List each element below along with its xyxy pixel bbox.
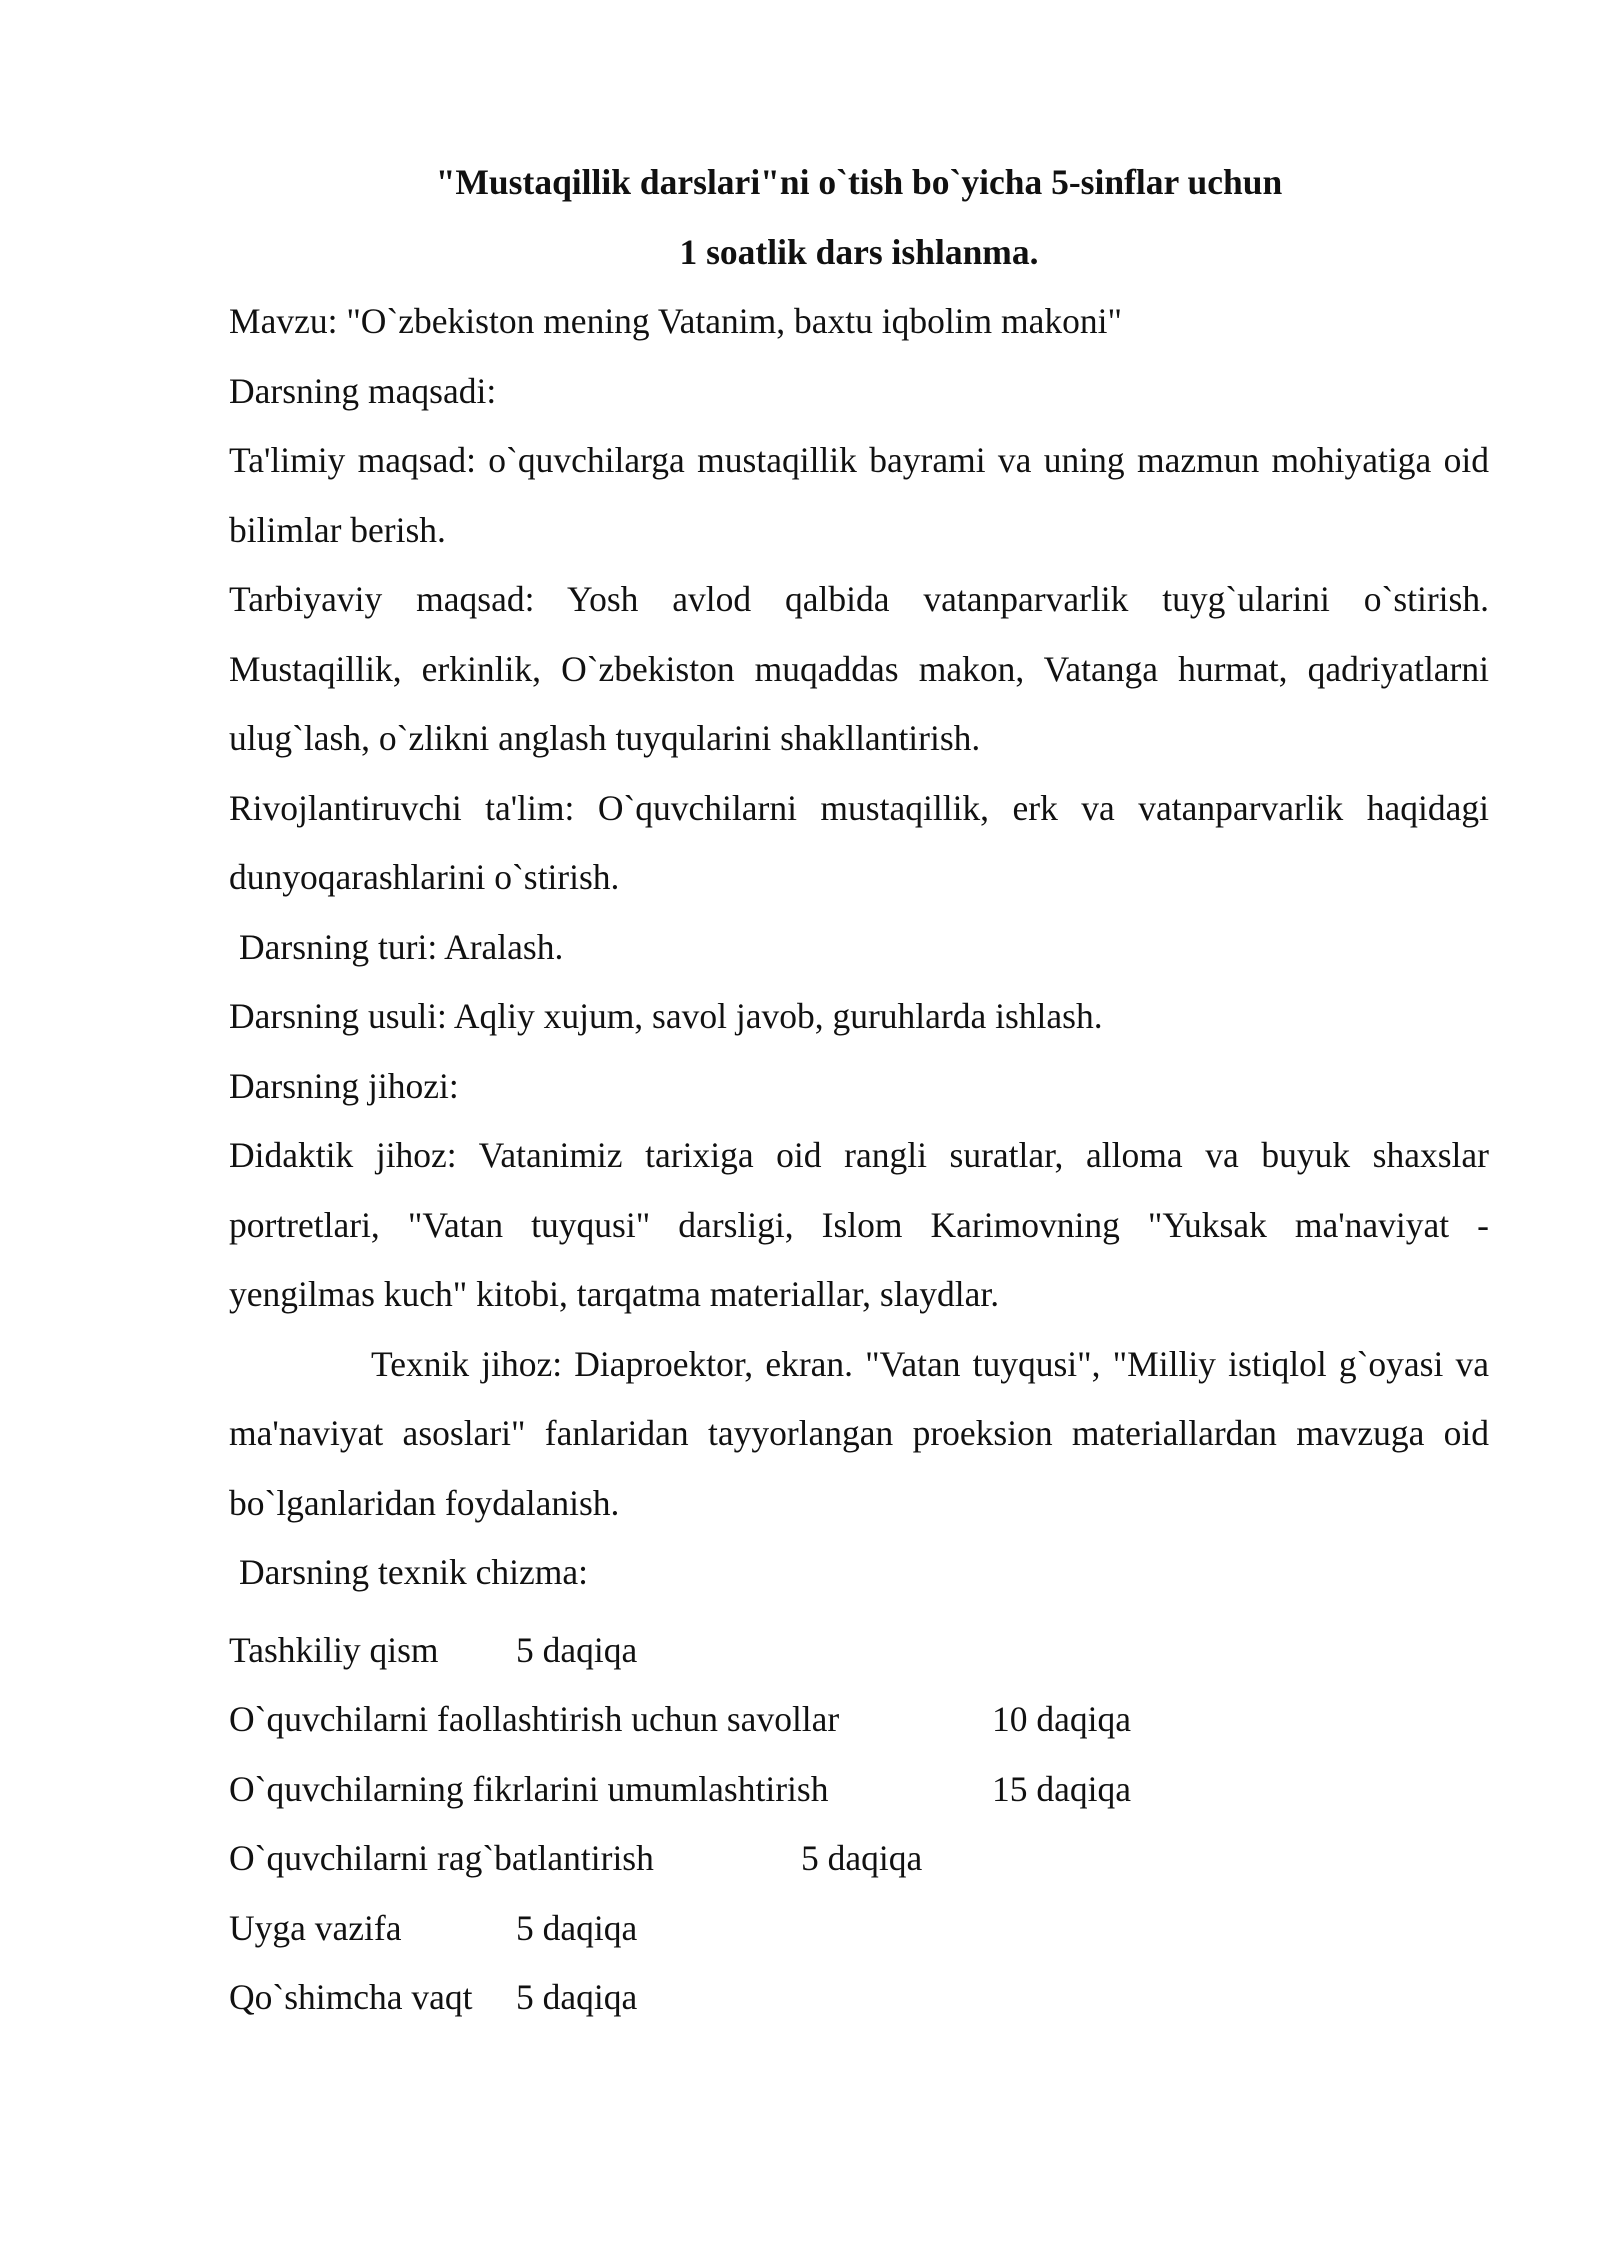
- schedule-row-duration: 5 daqiqa: [516, 1977, 638, 2017]
- didactic-equipment: Didaktik jihoz: Vatanimiz tarixiga oid rangli suratlar, alloma va buyuk shaxslar portretlari, "Vatan tuyqusi" darsligi, Islom Karimovning "Yuksak ma'naviyat - yengilmas kuch" kitobi, tarqatma materiallar, slaydlar.: [229, 1135, 1489, 1314]
- schedule-row: [229, 1685, 1489, 1755]
- document-title-line-1: "Mustaqillik darslari"ni o`tish bo`yicha 5-sinflar uchun: [435, 162, 1283, 202]
- lesson-topic: Mavzu: "O`zbekiston mening Vatanim, baxtu iqbolim makoni": [229, 301, 1123, 341]
- lesson-method: Darsning usuli: Aqliy xujum, savol javob, guruhlarda ishlash.: [229, 996, 1103, 1036]
- schedule-row-label: O`quvchilarni faollashtirish uchun savollar: [229, 1699, 840, 1739]
- schedule-row-label: Tashkiliy qism: [229, 1629, 439, 1670]
- upbringing-goal: Tarbiyaviy maqsad: Yosh avlod qalbida vatanparvarlik tuyg`ularini o`stirish. Mustaqillik, erkinlik, O`zbekiston muqaddas makon, Vatanga hurmat, qadriyatlarni ulug`lash, o`zlikni anglash tuyqularini shakllantirish.: [229, 579, 1489, 758]
- lesson-type: Darsning turi: Aralash.: [239, 926, 564, 967]
- document-page: [229, 148, 1489, 2033]
- lesson-schedule: [229, 1616, 1489, 2033]
- schedule-heading: Darsning texnik chizma:: [239, 1552, 588, 1592]
- technical-equipment: Texnik jihoz: Diaproektor, ekran. "Vatan tuyqusi", "Milliy istiqlol g`oyasi va ma'naviyat asoslari" fanlaridan tayyorlangan proeksion materiallardan mavzuga oid bo`lganlaridan foydalanish.: [229, 1343, 1489, 1523]
- schedule-row: [229, 1963, 1489, 2033]
- document-title-line-2: 1 soatlik dars ishlanma.: [679, 231, 1039, 272]
- developmental-goal: Rivojlantiruvchi ta'lim: O`quvchilarni mustaqillik, erk va vatanparvarlik haqidagi dunyoqarashlarini o`stirish.: [229, 787, 1489, 897]
- schedule-row: [229, 1755, 1489, 1825]
- equipment-heading: Darsning jihozi:: [229, 1065, 459, 1106]
- schedule-row-duration: 5 daqiqa: [801, 1838, 923, 1878]
- goals-heading: Darsning maqsadi:: [229, 370, 497, 411]
- educational-goal: Ta'limiy maqsad: o`quvchilarga mustaqillik bayrami va uning mazmun mohiyatiga oid bilimlar berish.: [229, 440, 1489, 550]
- schedule-row-label: Uyga vazifa: [229, 1907, 402, 1948]
- schedule-row-label: O`quvchilarni rag`batlantirish: [229, 1838, 654, 1878]
- schedule-row-duration: 15 daqiqa: [992, 1768, 1132, 1809]
- schedule-row: [229, 1616, 1489, 1686]
- schedule-row: [229, 1894, 1489, 1964]
- schedule-row-label: O`quvchilarning fikrlarini umumlashtirish: [229, 1768, 829, 1809]
- schedule-row: [229, 1824, 1489, 1894]
- schedule-row-duration: 5 daqiqa: [516, 1629, 638, 1670]
- schedule-row-label: Qo`shimcha vaqt: [229, 1977, 473, 2017]
- schedule-row-duration: 5 daqiqa: [516, 1907, 638, 1948]
- schedule-row-duration: 10 daqiqa: [992, 1699, 1132, 1739]
